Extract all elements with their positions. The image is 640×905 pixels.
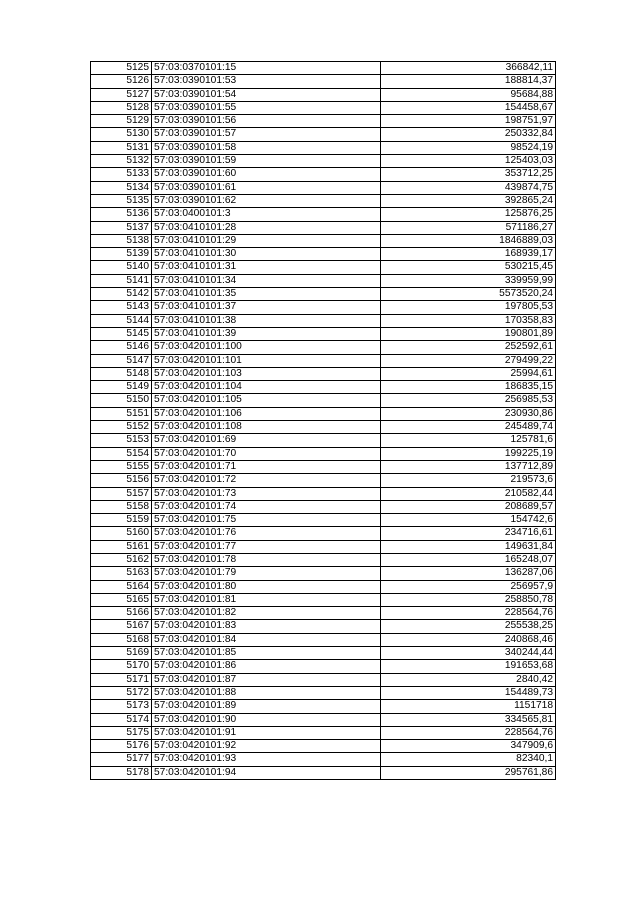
cadastral-number: 57:03:0420101:105 <box>152 394 381 407</box>
cadastral-value: 353712,25 <box>381 168 556 181</box>
row-number: 5131 <box>91 141 152 154</box>
table-row <box>91 553 556 566</box>
cadastral-value: 198751,97 <box>381 115 556 128</box>
table-row <box>91 394 556 407</box>
cadastral-number: 57:03:0420101:87 <box>152 673 381 686</box>
table-row <box>91 367 556 380</box>
cadastral-value: 154742,6 <box>381 514 556 527</box>
table-row <box>91 740 556 753</box>
cadastral-number: 57:03:0420101:72 <box>152 474 381 487</box>
row-number: 5150 <box>91 394 152 407</box>
cadastral-number: 57:03:0410101:35 <box>152 288 381 301</box>
table-row <box>91 301 556 314</box>
cadastral-number: 57:03:0420101:78 <box>152 553 381 566</box>
table-row <box>91 115 556 128</box>
cadastral-value: 149631,84 <box>381 540 556 553</box>
table-row <box>91 540 556 553</box>
row-number: 5129 <box>91 115 152 128</box>
cadastral-value: 339959,99 <box>381 274 556 287</box>
cadastral-value: 82340,1 <box>381 753 556 766</box>
cadastral-number: 57:03:0390101:54 <box>152 88 381 101</box>
row-number: 5176 <box>91 740 152 753</box>
row-number: 5168 <box>91 633 152 646</box>
cadastral-value: 392865,24 <box>381 194 556 207</box>
data-table <box>90 61 556 780</box>
table-row <box>91 726 556 739</box>
table-row <box>91 474 556 487</box>
table-row <box>91 341 556 354</box>
table-row <box>91 234 556 247</box>
row-number: 5137 <box>91 221 152 234</box>
cadastral-value: 366842,11 <box>381 62 556 75</box>
cadastral-value: 5573520,24 <box>381 288 556 301</box>
cadastral-number: 57:03:0410101:29 <box>152 234 381 247</box>
row-number: 5141 <box>91 274 152 287</box>
row-number: 5154 <box>91 447 152 460</box>
cadastral-value: 197805,53 <box>381 301 556 314</box>
row-number: 5167 <box>91 620 152 633</box>
cadastral-number: 57:03:0420101:100 <box>152 341 381 354</box>
row-number: 5169 <box>91 647 152 660</box>
row-number: 5172 <box>91 686 152 699</box>
table-row <box>91 686 556 699</box>
cadastral-value: 170358,83 <box>381 314 556 327</box>
cadastral-number: 57:03:0390101:58 <box>152 141 381 154</box>
row-number: 5148 <box>91 367 152 380</box>
cadastral-value: 165248,07 <box>381 553 556 566</box>
row-number: 5138 <box>91 234 152 247</box>
cadastral-value: 98524,19 <box>381 141 556 154</box>
table-row <box>91 327 556 340</box>
cadastral-number: 57:03:0390101:62 <box>152 194 381 207</box>
table-row <box>91 593 556 606</box>
row-number: 5171 <box>91 673 152 686</box>
cadastral-number: 57:03:0420101:84 <box>152 633 381 646</box>
row-number: 5132 <box>91 155 152 168</box>
cadastral-number: 57:03:0420101:106 <box>152 407 381 420</box>
row-number: 5140 <box>91 261 152 274</box>
cadastral-value: 530215,45 <box>381 261 556 274</box>
row-number: 5153 <box>91 434 152 447</box>
cadastral-number: 57:03:0420101:88 <box>152 686 381 699</box>
table-row <box>91 261 556 274</box>
row-number: 5173 <box>91 700 152 713</box>
row-number: 5166 <box>91 607 152 620</box>
row-number: 5157 <box>91 487 152 500</box>
cadastral-number: 57:03:0420101:70 <box>152 447 381 460</box>
cadastral-number: 57:03:0420101:104 <box>152 381 381 394</box>
cadastral-value: 230930,86 <box>381 407 556 420</box>
cadastral-value: 252592,61 <box>381 341 556 354</box>
cadastral-value: 228564,76 <box>381 607 556 620</box>
cadastral-number: 57:03:0420101:74 <box>152 500 381 513</box>
cadastral-value: 186835,15 <box>381 381 556 394</box>
cadastral-value: 188814,37 <box>381 75 556 88</box>
cadastral-number: 57:03:0390101:59 <box>152 155 381 168</box>
cadastral-number: 57:03:0390101:53 <box>152 75 381 88</box>
cadastral-number: 57:03:0390101:55 <box>152 101 381 114</box>
row-number: 5151 <box>91 407 152 420</box>
row-number: 5142 <box>91 288 152 301</box>
row-number: 5130 <box>91 128 152 141</box>
row-number: 5134 <box>91 181 152 194</box>
cadastral-value: 199225,19 <box>381 447 556 460</box>
cadastral-value: 191653,68 <box>381 660 556 673</box>
cadastral-number: 57:03:0420101:93 <box>152 753 381 766</box>
row-number: 5156 <box>91 474 152 487</box>
table-row <box>91 447 556 460</box>
cadastral-value: 245489,74 <box>381 421 556 434</box>
cadastral-number: 57:03:0420101:101 <box>152 354 381 367</box>
row-number: 5128 <box>91 101 152 114</box>
table-row <box>91 500 556 513</box>
row-number: 5159 <box>91 514 152 527</box>
table-row <box>91 527 556 540</box>
row-number: 5146 <box>91 341 152 354</box>
row-number: 5143 <box>91 301 152 314</box>
table-row <box>91 248 556 261</box>
row-number: 5145 <box>91 327 152 340</box>
table-row <box>91 434 556 447</box>
cadastral-number: 57:03:0420101:77 <box>152 540 381 553</box>
cadastral-number: 57:03:0410101:34 <box>152 274 381 287</box>
table-row <box>91 62 556 75</box>
table-row <box>91 713 556 726</box>
table-row <box>91 381 556 394</box>
cadastral-number: 57:03:0420101:79 <box>152 567 381 580</box>
cadastral-number: 57:03:0420101:85 <box>152 647 381 660</box>
cadastral-value: 279499,22 <box>381 354 556 367</box>
cadastral-value: 256985,53 <box>381 394 556 407</box>
cadastral-value: 1846889,03 <box>381 234 556 247</box>
cadastral-value: 125781,6 <box>381 434 556 447</box>
table-row <box>91 101 556 114</box>
row-number: 5133 <box>91 168 152 181</box>
cadastral-value: 168939,17 <box>381 248 556 261</box>
row-number: 5174 <box>91 713 152 726</box>
cadastral-number: 57:03:0420101:75 <box>152 514 381 527</box>
row-number: 5160 <box>91 527 152 540</box>
table-row <box>91 168 556 181</box>
cadastral-value: 208689,57 <box>381 500 556 513</box>
cadastral-number: 57:03:0390101:56 <box>152 115 381 128</box>
cadastral-number: 57:03:0420101:91 <box>152 726 381 739</box>
cadastral-value: 228564,76 <box>381 726 556 739</box>
cadastral-number: 57:03:0420101:90 <box>152 713 381 726</box>
cadastral-value: 258850,78 <box>381 593 556 606</box>
table-row <box>91 514 556 527</box>
table-row <box>91 567 556 580</box>
cadastral-value: 95684,88 <box>381 88 556 101</box>
row-number: 5164 <box>91 580 152 593</box>
cadastral-value: 256957,9 <box>381 580 556 593</box>
table-row <box>91 766 556 779</box>
row-number: 5175 <box>91 726 152 739</box>
row-number: 5135 <box>91 194 152 207</box>
cadastral-number: 57:03:0420101:73 <box>152 487 381 500</box>
table-row <box>91 673 556 686</box>
table-row <box>91 208 556 221</box>
cadastral-value: 125876,25 <box>381 208 556 221</box>
cadastral-number: 57:03:0420101:94 <box>152 766 381 779</box>
cadastral-number: 57:03:0370101:15 <box>152 62 381 75</box>
row-number: 5163 <box>91 567 152 580</box>
cadastral-value: 1151718 <box>381 700 556 713</box>
cadastral-value: 154458,67 <box>381 101 556 114</box>
cadastral-value: 240868,46 <box>381 633 556 646</box>
cadastral-number: 57:03:0410101:39 <box>152 327 381 340</box>
cadastral-value: 136287,06 <box>381 567 556 580</box>
row-number: 5125 <box>91 62 152 75</box>
cadastral-number: 57:03:0420101:89 <box>152 700 381 713</box>
row-number: 5149 <box>91 381 152 394</box>
cadastral-number: 57:03:0410101:38 <box>152 314 381 327</box>
table-row <box>91 633 556 646</box>
row-number: 5158 <box>91 500 152 513</box>
row-number: 5144 <box>91 314 152 327</box>
cadastral-value: 154489,73 <box>381 686 556 699</box>
cadastral-value: 334565,81 <box>381 713 556 726</box>
cadastral-number: 57:03:0420101:108 <box>152 421 381 434</box>
table-row <box>91 354 556 367</box>
cadastral-number: 57:03:0420101:81 <box>152 593 381 606</box>
cadastral-value: 2840,42 <box>381 673 556 686</box>
table-row <box>91 487 556 500</box>
row-number: 5147 <box>91 354 152 367</box>
table-row <box>91 580 556 593</box>
table-row <box>91 407 556 420</box>
table-row <box>91 421 556 434</box>
table-row <box>91 607 556 620</box>
table-row <box>91 194 556 207</box>
cadastral-number: 57:03:0420101:80 <box>152 580 381 593</box>
table-body <box>91 62 556 780</box>
table-row <box>91 700 556 713</box>
table-row <box>91 88 556 101</box>
cadastral-value: 25994,61 <box>381 367 556 380</box>
row-number: 5170 <box>91 660 152 673</box>
cadastral-value: 340244,44 <box>381 647 556 660</box>
table-row <box>91 75 556 88</box>
cadastral-number: 57:03:0400101:3 <box>152 208 381 221</box>
cadastral-number: 57:03:0410101:30 <box>152 248 381 261</box>
cadastral-value: 347909,6 <box>381 740 556 753</box>
cadastral-number: 57:03:0420101:69 <box>152 434 381 447</box>
row-number: 5139 <box>91 248 152 261</box>
row-number: 5177 <box>91 753 152 766</box>
cadastral-value: 439874,75 <box>381 181 556 194</box>
table-row <box>91 274 556 287</box>
cadastral-number: 57:03:0420101:76 <box>152 527 381 540</box>
row-number: 5162 <box>91 553 152 566</box>
table-row <box>91 660 556 673</box>
row-number: 5127 <box>91 88 152 101</box>
table-row <box>91 288 556 301</box>
table-row <box>91 128 556 141</box>
cadastral-value: 219573,6 <box>381 474 556 487</box>
cadastral-number: 57:03:0420101:83 <box>152 620 381 633</box>
table-row <box>91 181 556 194</box>
row-number: 5126 <box>91 75 152 88</box>
cadastral-value: 137712,89 <box>381 460 556 473</box>
cadastral-number: 57:03:0420101:92 <box>152 740 381 753</box>
cadastral-value: 255538,25 <box>381 620 556 633</box>
table-row <box>91 647 556 660</box>
table-row <box>91 314 556 327</box>
cadastral-number: 57:03:0410101:31 <box>152 261 381 274</box>
cadastral-value: 190801,89 <box>381 327 556 340</box>
row-number: 5161 <box>91 540 152 553</box>
cadastral-number: 57:03:0390101:60 <box>152 168 381 181</box>
cadastral-number: 57:03:0410101:28 <box>152 221 381 234</box>
cadastral-value: 125403,03 <box>381 155 556 168</box>
table-row <box>91 221 556 234</box>
cadastral-value: 234716,61 <box>381 527 556 540</box>
table-row <box>91 460 556 473</box>
cadastral-number: 57:03:0390101:57 <box>152 128 381 141</box>
cadastral-number: 57:03:0420101:103 <box>152 367 381 380</box>
table-row <box>91 155 556 168</box>
cadastral-value: 571186,27 <box>381 221 556 234</box>
row-number: 5165 <box>91 593 152 606</box>
cadastral-value: 210582,44 <box>381 487 556 500</box>
cadastral-value: 250332,84 <box>381 128 556 141</box>
cadastral-number: 57:03:0410101:37 <box>152 301 381 314</box>
table-row <box>91 141 556 154</box>
row-number: 5155 <box>91 460 152 473</box>
cadastral-number: 57:03:0390101:61 <box>152 181 381 194</box>
row-number: 5178 <box>91 766 152 779</box>
row-number: 5152 <box>91 421 152 434</box>
cadastral-value: 295761,86 <box>381 766 556 779</box>
cadastral-number: 57:03:0420101:82 <box>152 607 381 620</box>
cadastral-number: 57:03:0420101:71 <box>152 460 381 473</box>
table-row <box>91 753 556 766</box>
table-row <box>91 620 556 633</box>
row-number: 5136 <box>91 208 152 221</box>
cadastral-number: 57:03:0420101:86 <box>152 660 381 673</box>
